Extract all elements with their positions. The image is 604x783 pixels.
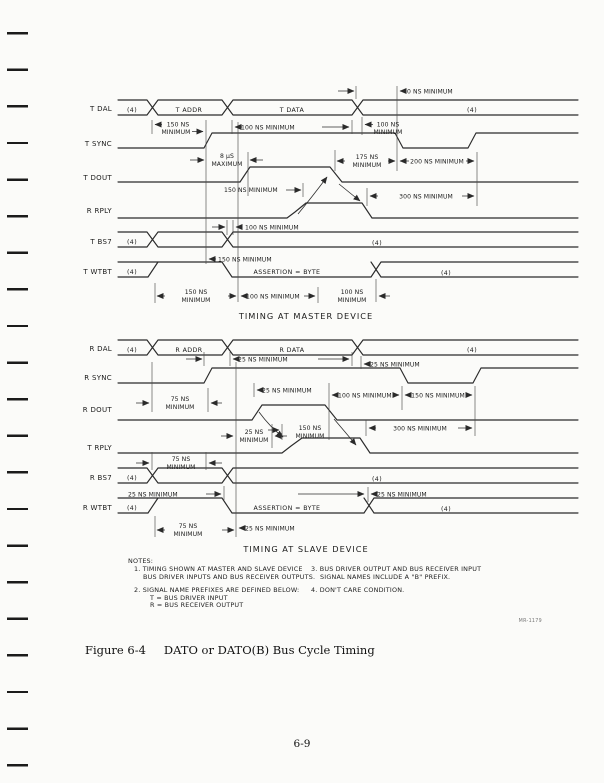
slave-dim-300ns: [369, 425, 472, 432]
svg-text:25 NS MINIMUM: 25 NS MINIMUM: [238, 356, 288, 364]
master-dout-to-rply-arrow: [339, 184, 360, 201]
svg-text:MINIMUM: MINIMUM: [337, 296, 367, 304]
slave-wtbt-pre-label: (4): [126, 505, 138, 512]
note-1-line-1: 1. TIMING SHOWN AT MASTER AND SLAVE DEVICE: [134, 565, 303, 573]
svg-text:150 NS: 150 NS: [166, 121, 190, 129]
slave-dout-to-rply-fall-arrow: [334, 419, 356, 445]
svg-text:300 NS MINIMUM: 300 NS MINIMUM: [393, 425, 447, 433]
master-dal-pre-label: (4): [126, 107, 138, 114]
slave-bs7-post-label: (4): [371, 476, 383, 483]
slave-dim-25ns-wtbt: [239, 526, 295, 533]
master-signal-t-sync: T SYNC: [84, 140, 112, 148]
notes-heading: NOTES:: [128, 557, 154, 565]
master-dim-200ns: [400, 158, 474, 165]
master-bs7-post-label: (4): [371, 240, 383, 247]
svg-text:25 NS MINIMUM: 25 NS MINIMUM: [128, 491, 178, 499]
svg-text:175 NS: 175 NS: [355, 154, 379, 161]
svg-text:150 NS MINIMUM: 150 NS MINIMUM: [411, 392, 465, 400]
svg-text:150 NS MINIMUM: 150 NS MINIMUM: [224, 187, 278, 194]
slave-bs7-pre-label: (4): [126, 475, 138, 482]
svg-text:MINIMUM: MINIMUM: [165, 404, 195, 411]
master-dim-0ns: [338, 89, 453, 96]
svg-text:75 NS: 75 NS: [178, 523, 198, 530]
svg-text:MINIMUM: MINIMUM: [166, 464, 196, 471]
svg-text:25 NS MINIMUM: 25 NS MINIMUM: [245, 525, 295, 533]
note-1-line-2: BUS DRIVER INPUTS AND BUS RECEIVER OUTPUTS.: [143, 572, 316, 581]
slave-dim-25ns-data: [257, 388, 312, 395]
slave-dim-25ns-rply: [221, 429, 287, 444]
slave-dim-75ns-bs7: [136, 456, 222, 471]
slave-r-wtbt-waveform: [118, 498, 578, 513]
master-dim-100ns-hold: [365, 122, 403, 136]
master-signal-t-wtbt: T WTBT: [83, 268, 112, 276]
svg-text:100 NS: 100 NS: [340, 289, 364, 296]
note-3-line-2: SIGNAL NAMES INCLUDE A "B" PREFIX.: [320, 572, 451, 581]
svg-text:25 NS MINIMUM: 25 NS MINIMUM: [370, 361, 420, 369]
svg-text:MINIMUM: MINIMUM: [161, 128, 191, 136]
master-caption: TIMING AT MASTER DEVICE: [238, 311, 374, 321]
slave-dal-post-label: (4): [466, 347, 478, 354]
slave-signal-r-sync: R SYNC: [84, 374, 112, 382]
master-dim-100ns-data: [235, 125, 349, 132]
slave-data-label: R DATA: [279, 347, 305, 354]
slave-dim-100ns-sync: [332, 392, 399, 399]
svg-text:100 NS MINIMUM: 100 NS MINIMUM: [245, 224, 299, 232]
svg-text:25 NS MINIMUM: 25 NS MINIMUM: [262, 387, 312, 395]
master-signal-t-bs7: T BS7: [90, 238, 112, 246]
master-dim-100ns-bs7: [212, 225, 299, 232]
slave-dim-150ns-rply: [268, 425, 325, 440]
master-rply-to-dout-arrow: [298, 177, 327, 214]
master-dal-post-label: (4): [466, 107, 478, 114]
svg-text:MAXIMUM: MAXIMUM: [211, 161, 243, 168]
master-dim-175ns: [337, 154, 395, 169]
slave-dim-25ns-hold: [364, 362, 420, 369]
svg-text:300 NS MINIMUM: 300 NS MINIMUM: [399, 193, 453, 201]
master-dim-150ns-wtbt: [157, 289, 236, 304]
master-dim-150ns-dout: [224, 187, 301, 194]
master-wtbt-assertion-label: ASSERTION = BYTE: [253, 269, 321, 276]
figure-caption: [85, 643, 375, 657]
svg-text:25 NS: 25 NS: [244, 429, 264, 436]
slave-diagram: [83, 340, 578, 554]
slave-signal-r-dout: R DOUT: [82, 406, 112, 414]
figure-caption-title: DATO or DATO(B) Bus Cycle Timing: [163, 643, 375, 657]
master-dim-100ns-wtbt: [241, 294, 315, 301]
slave-dim-25ns-wtbt-x: [298, 492, 427, 499]
slave-dim-150ns-sync: [405, 392, 472, 399]
svg-text:0 NS MINIMUM: 0 NS MINIMUM: [407, 88, 453, 96]
slave-wtbt-assertion-label: ASSERTION = BYTE: [253, 505, 321, 512]
note-3-line-1: 3. BUS DRIVER OUTPUT AND BUS RECEIVER INPUT: [311, 565, 482, 573]
slave-dim-25ns-addr: [186, 357, 349, 364]
svg-text:150 NS MINIMUM: 150 NS MINIMUM: [218, 256, 272, 264]
slave-dal-pre-label: (4): [126, 347, 138, 354]
master-t-bs7-waveform: [118, 232, 578, 247]
svg-text:150 NS: 150 NS: [184, 289, 208, 296]
master-signal-t-dal: T DAL: [90, 105, 112, 113]
svg-text:100 NS: 100 NS: [376, 121, 400, 129]
master-diagram: [82, 86, 578, 321]
master-t-dout-waveform: [118, 167, 578, 182]
slave-signal-t-rply: T RPLY: [87, 444, 112, 452]
figure-caption-label: Figure 6-4: [85, 643, 146, 657]
slave-t-rply-waveform: [118, 438, 578, 453]
page-number: 6-9: [293, 738, 311, 750]
master-dim-150ns-bs7: [209, 257, 272, 264]
svg-text:100 NS MINIMUM: 100 NS MINIMUM: [246, 293, 300, 301]
drawing-number: MR-1179: [518, 619, 542, 624]
note-4: 4. DON'T CARE CONDITION.: [311, 586, 405, 594]
svg-text:200 NS MINIMUM: 200 NS MINIMUM: [410, 158, 464, 166]
svg-text:100 NS MINIMUM: 100 NS MINIMUM: [338, 392, 392, 400]
svg-text:MINIMUM: MINIMUM: [239, 437, 269, 444]
slave-dim-75ns-wtbt: [157, 523, 234, 538]
svg-text:MINIMUM: MINIMUM: [181, 296, 211, 304]
slave-signal-r-bs7: R BS7: [89, 474, 112, 482]
svg-text:150 NS: 150 NS: [298, 425, 322, 432]
note-2-line-3: R = BUS RECEIVER OUTPUT: [150, 601, 244, 609]
slave-dim-75ns-sync: [136, 396, 222, 411]
master-t-wtbt-waveform: [118, 262, 578, 277]
svg-text:MINIMUM: MINIMUM: [373, 128, 403, 136]
slave-caption: TIMING AT SLAVE DEVICE: [243, 544, 369, 554]
master-wtbt-pre-label: (4): [126, 269, 138, 276]
master-data-label: T DATA: [279, 107, 305, 114]
slave-r-sync-waveform: [118, 368, 578, 383]
master-dim-100ns-wtbt2: [337, 289, 390, 304]
master-dim-8us-max: [190, 153, 263, 168]
svg-text:8 μS: 8 μS: [220, 153, 234, 160]
svg-text:75 NS: 75 NS: [170, 396, 190, 403]
master-addr-label: T ADDR: [175, 107, 203, 114]
svg-text:100 NS MINIMUM: 100 NS MINIMUM: [241, 124, 295, 132]
svg-text:75 NS: 75 NS: [171, 456, 191, 463]
master-r-rply-waveform: [118, 203, 578, 218]
master-signal-r-rply: R RPLY: [86, 207, 112, 215]
master-dim-150ns-addr: [155, 122, 203, 136]
svg-text:25 NS MINIMUM: 25 NS MINIMUM: [377, 491, 427, 499]
master-signal-t-dout: T DOUT: [83, 174, 112, 182]
svg-text:MINIMUM: MINIMUM: [173, 530, 203, 538]
master-bs7-pre-label: (4): [126, 239, 138, 246]
slave-wtbt-post-label: (4): [440, 506, 452, 513]
svg-text:MINIMUM: MINIMUM: [352, 162, 382, 169]
svg-text:MINIMUM: MINIMUM: [295, 433, 325, 440]
note-2-line-2: T = BUS DRIVER INPUT: [150, 593, 228, 602]
slave-addr-label: R ADDR: [175, 347, 203, 354]
master-wtbt-post-label: (4): [440, 270, 452, 277]
slave-signal-r-dal: R DAL: [89, 345, 112, 353]
slave-signal-r-wtbt: R WTBT: [82, 504, 112, 512]
master-dim-300ns: [370, 193, 474, 200]
note-2-line-1: 2. SIGNAL NAME PREFIXES ARE DEFINED BELOW:: [134, 586, 300, 594]
